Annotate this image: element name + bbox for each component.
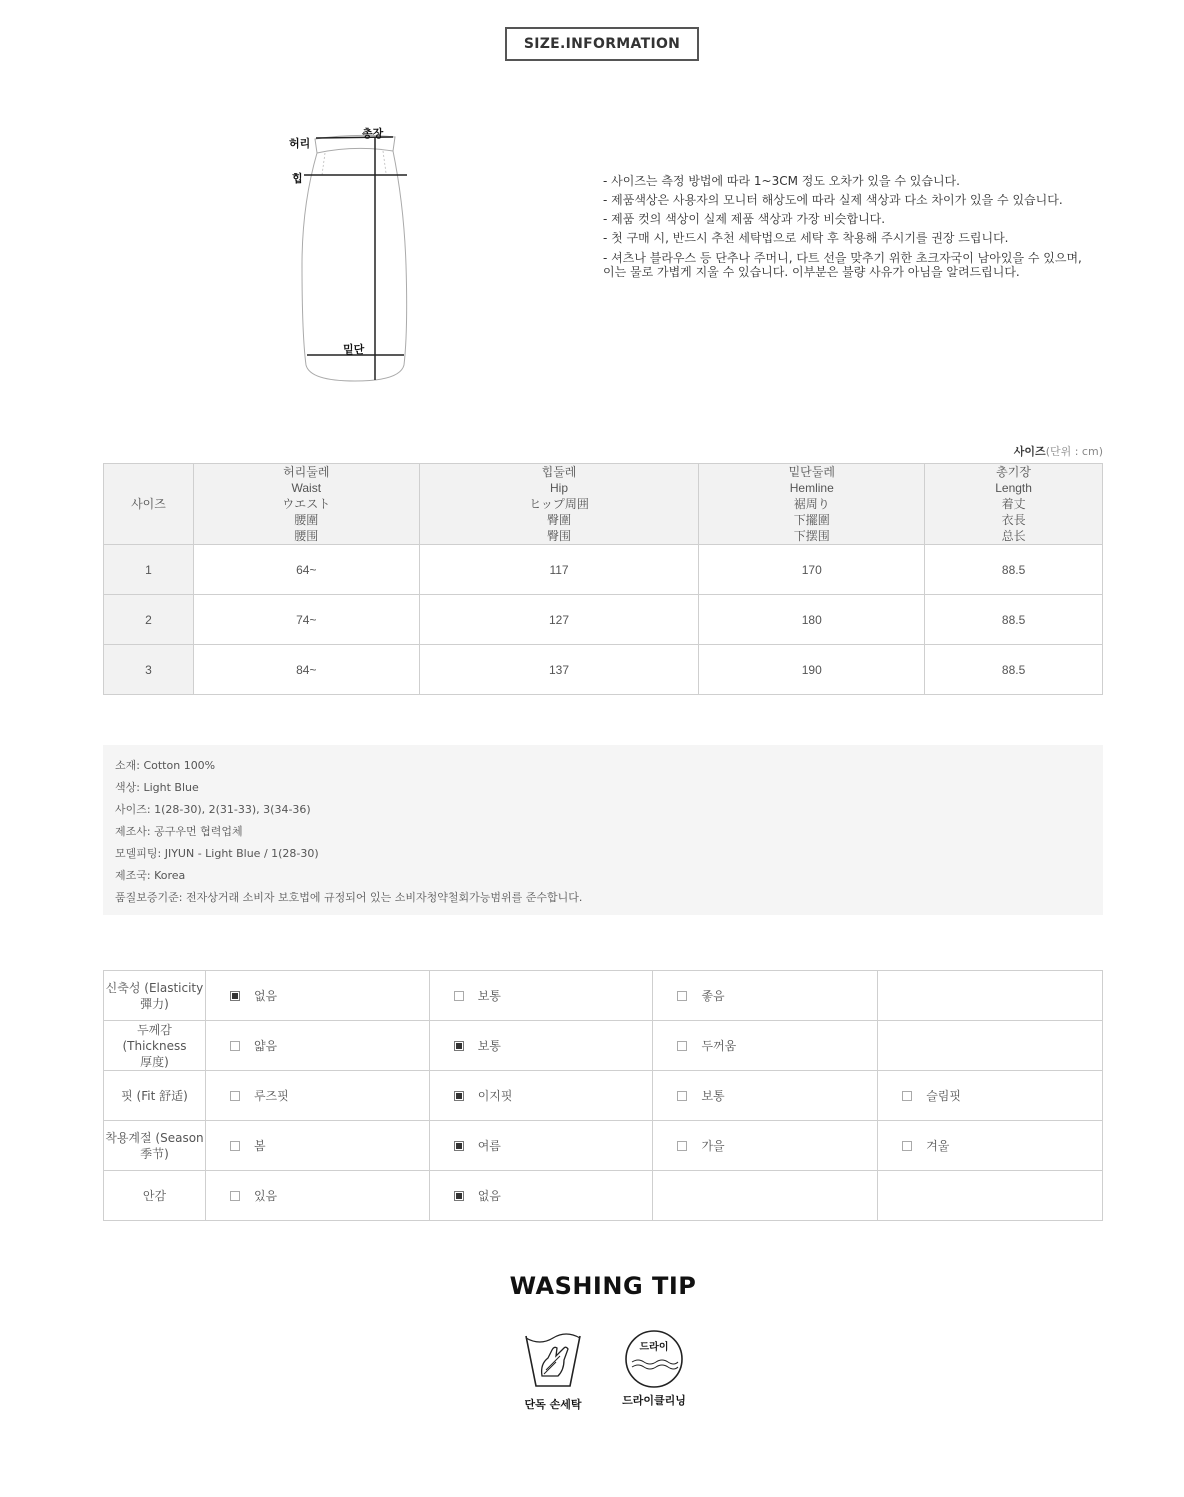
washing-tip-title: WASHING TIP xyxy=(509,1272,697,1300)
attribute-option-label: 보통 xyxy=(477,989,501,1003)
attribute-option-cell xyxy=(429,1021,653,1071)
col-label: 밑단둘레 xyxy=(788,465,835,479)
unchecked-checkbox-icon xyxy=(677,1041,687,1051)
attribute-option-label: 이지핏 xyxy=(477,1089,513,1103)
attribute-option-label: 두꺼움 xyxy=(701,1039,737,1053)
unchecked-checkbox-icon xyxy=(902,1141,912,1151)
table-cell: 84~ xyxy=(193,645,419,695)
col-label: 총기장 xyxy=(996,465,1031,479)
size-notes xyxy=(603,172,1093,279)
col-label: 腰围 xyxy=(294,529,319,543)
hip-label: 힙 xyxy=(292,172,303,185)
info-model-fitting: 모델피팅: JIYUN - Light Blue / 1(28-30) xyxy=(115,847,319,860)
attribute-option-label: 루즈핏 xyxy=(253,1089,289,1103)
hip-column-header xyxy=(419,464,699,545)
dry-clean-badge: 드라이 xyxy=(639,1342,669,1353)
col-label: 着丈 xyxy=(1001,497,1026,511)
col-label: 腰圍 xyxy=(294,513,319,527)
table-cell: 74~ xyxy=(193,595,419,645)
info-sizes: 사이즈: 1(28-30), 2(31-33), 3(34-36) xyxy=(115,803,311,816)
attribute-option-cell xyxy=(205,971,429,1021)
info-country: 제조국: Korea xyxy=(115,869,186,882)
size-cell: 3 xyxy=(104,645,194,695)
attribute-label xyxy=(104,1021,206,1071)
col-label: 下擺圍 xyxy=(793,513,830,527)
attribute-option-cell xyxy=(878,1121,1103,1171)
dry-clean-label: 드라이클리닝 xyxy=(622,1394,686,1407)
info-material: 소재: Cotton 100% xyxy=(115,759,216,772)
attribute-option-cell xyxy=(205,1071,429,1121)
attribute-row xyxy=(104,1121,1103,1171)
attribute-option-label: 겨울 xyxy=(926,1139,950,1153)
attribute-option-label: 보통 xyxy=(477,1039,501,1053)
attribute-option-label: 봄 xyxy=(253,1139,266,1153)
size-column-header: 사이즈 xyxy=(104,464,194,545)
attribute-option-cell xyxy=(429,971,653,1021)
length-label: 총장 xyxy=(362,127,384,140)
col-label: Hemline xyxy=(789,481,834,495)
attribute-row xyxy=(104,1071,1103,1121)
attribute-option-cell xyxy=(653,1021,878,1071)
waist-label: 허리 xyxy=(289,137,311,150)
attribute-row xyxy=(104,971,1103,1021)
note-item: - 제품색상은 사용자의 모니터 해상도에 따라 실제 색상과 다소 차이가 있을 수 있습니다. xyxy=(603,193,1063,207)
attribute-option-label: 없음 xyxy=(253,989,278,1003)
table-cell: 88.5 xyxy=(925,645,1103,695)
checked-checkbox-icon xyxy=(454,1141,464,1151)
note-item: - 셔츠나 블라우스 등 단추나 주머니, 다트 선을 맞추기 위한 초크자국이 남아있을 수 있으며, 이는 물로 가볍게 지울 수 있습니다. 이부분은 불량 사유가 아님을 알려드립니다. xyxy=(603,251,1082,279)
attribute-option-label: 없음 xyxy=(477,1189,501,1203)
attribute-option-cell xyxy=(878,1071,1103,1121)
col-label: 下摆围 xyxy=(793,529,830,543)
unit-label xyxy=(1014,443,1103,459)
attribute-row xyxy=(104,1021,1103,1071)
unchecked-checkbox-icon xyxy=(902,1091,912,1101)
col-label: 臀圍 xyxy=(547,513,572,527)
attribute-option-cell xyxy=(653,971,878,1021)
checked-checkbox-icon xyxy=(230,991,240,1001)
attribute-option-cell xyxy=(429,1171,653,1221)
table-cell: 190 xyxy=(699,645,925,695)
size-table-header xyxy=(104,464,1103,545)
unchecked-checkbox-icon xyxy=(677,991,687,1001)
attribute-option-cell xyxy=(878,1171,1103,1221)
table-cell: 117 xyxy=(419,545,699,595)
attribute-label xyxy=(104,1171,206,1221)
table-cell: 127 xyxy=(419,595,699,645)
col-label: 总长 xyxy=(1001,529,1026,543)
attribute-option-cell xyxy=(878,971,1103,1021)
checked-checkbox-icon xyxy=(454,1191,464,1201)
table-cell: 137 xyxy=(419,645,699,695)
attribute-option-label: 가을 xyxy=(701,1139,725,1153)
col-label: Length xyxy=(995,481,1032,495)
attribute-row xyxy=(104,1171,1103,1221)
attribute-label-line: 핏 (Fit 舒适) xyxy=(121,1088,188,1103)
attribute-label-line: 두께감 (Thickness xyxy=(122,1022,187,1053)
size-table xyxy=(103,463,1103,695)
attribute-option-cell xyxy=(205,1121,429,1171)
note-item: - 사이즈는 측정 방법에 따라 1~3CM 정도 오차가 있을 수 있습니다. xyxy=(603,174,960,188)
col-label: ヒップ周囲 xyxy=(529,497,589,511)
length-column-header xyxy=(925,464,1103,545)
attribute-option-cell xyxy=(429,1071,653,1121)
hem-label: 밑단 xyxy=(343,343,365,356)
attribute-option-cell xyxy=(205,1021,429,1071)
col-label: ウエスト xyxy=(282,497,331,511)
fabric-attribute-table xyxy=(103,970,1103,1221)
checked-checkbox-icon xyxy=(454,1091,464,1101)
col-label: 衣長 xyxy=(1001,513,1026,527)
attribute-option-label: 좋음 xyxy=(701,989,725,1003)
attribute-option-cell xyxy=(878,1021,1103,1071)
unchecked-checkbox-icon xyxy=(454,991,464,1001)
hand-wash-item xyxy=(520,1330,586,1420)
unchecked-checkbox-icon xyxy=(677,1091,687,1101)
table-cell: 88.5 xyxy=(925,595,1103,645)
note-item: - 제품 컷의 색상이 실제 제품 색상과 가장 비슷합니다. xyxy=(603,212,886,226)
table-cell: 170 xyxy=(699,545,925,595)
col-label: Waist xyxy=(291,481,322,495)
table-cell: 64~ xyxy=(193,545,419,595)
info-color: 색상: Light Blue xyxy=(115,781,199,794)
table-row xyxy=(104,545,1103,595)
attribute-option-label: 있음 xyxy=(253,1189,278,1203)
attribute-option-cell xyxy=(205,1171,429,1221)
attribute-option-label: 얇음 xyxy=(253,1039,278,1053)
col-label: 힙둘레 xyxy=(541,465,577,479)
attribute-label-line: 안감 xyxy=(142,1188,167,1203)
table-cell: 180 xyxy=(699,595,925,645)
size-cell: 2 xyxy=(104,595,194,645)
product-info-box xyxy=(103,745,1103,915)
attribute-label-line: 季节) xyxy=(140,1146,169,1161)
attribute-option-label: 여름 xyxy=(477,1139,501,1153)
attribute-option-cell xyxy=(429,1121,653,1171)
note-item: - 첫 구매 시, 반드시 추천 세탁법으로 세탁 후 착용해 주시기를 권장 드립니다. xyxy=(603,231,1009,245)
attribute-label xyxy=(104,1071,206,1121)
col-label: 裾周り xyxy=(793,497,830,511)
col-label: 허리둘레 xyxy=(283,465,330,479)
unchecked-checkbox-icon xyxy=(230,1091,240,1101)
unchecked-checkbox-icon xyxy=(230,1041,240,1051)
checked-checkbox-icon xyxy=(454,1041,464,1051)
attribute-option-label: 슬림핏 xyxy=(926,1089,961,1103)
hand-wash-icon xyxy=(520,1330,586,1396)
attribute-option-cell xyxy=(653,1121,878,1171)
unchecked-checkbox-icon xyxy=(677,1141,687,1151)
unchecked-checkbox-icon xyxy=(230,1141,240,1151)
waist-column-header xyxy=(193,464,419,545)
hemline-column-header xyxy=(699,464,925,545)
col-label: Hip xyxy=(550,481,569,495)
table-cell: 88.5 xyxy=(925,545,1103,595)
attribute-label-line: 신축성 (Elasticity xyxy=(105,980,204,995)
table-row xyxy=(104,595,1103,645)
size-information-title: SIZE.INFORMATION xyxy=(505,27,699,61)
attribute-label xyxy=(104,1121,206,1171)
attribute-option-cell xyxy=(653,1171,878,1221)
col-label: 臀围 xyxy=(547,529,572,543)
attribute-option-label: 보통 xyxy=(701,1089,725,1103)
attribute-label-line: 厚度) xyxy=(140,1054,169,1069)
unit-bold: 사이즈 xyxy=(1013,445,1046,458)
unit-rest: (단위 : cm) xyxy=(1045,445,1103,458)
unchecked-checkbox-icon xyxy=(230,1191,240,1201)
skirt-measurement-diagram xyxy=(280,115,430,390)
table-row xyxy=(104,645,1103,695)
info-manufacturer: 제조사: 공구우먼 협력업체 xyxy=(115,825,243,838)
size-cell: 1 xyxy=(104,545,194,595)
attribute-label-line: 彈力) xyxy=(140,996,169,1011)
attribute-option-cell xyxy=(653,1071,878,1121)
attribute-label xyxy=(104,971,206,1021)
info-quality: 품질보증기준: 전자상거래 소비자 보호법에 규정되어 있는 소비자청약철회가능범위를 준수합니다. xyxy=(115,891,583,904)
hand-wash-label: 단독 손세탁 xyxy=(524,1398,582,1411)
dry-clean-item xyxy=(622,1328,686,1418)
attribute-label-line: 착용계절 (Season xyxy=(105,1130,204,1145)
